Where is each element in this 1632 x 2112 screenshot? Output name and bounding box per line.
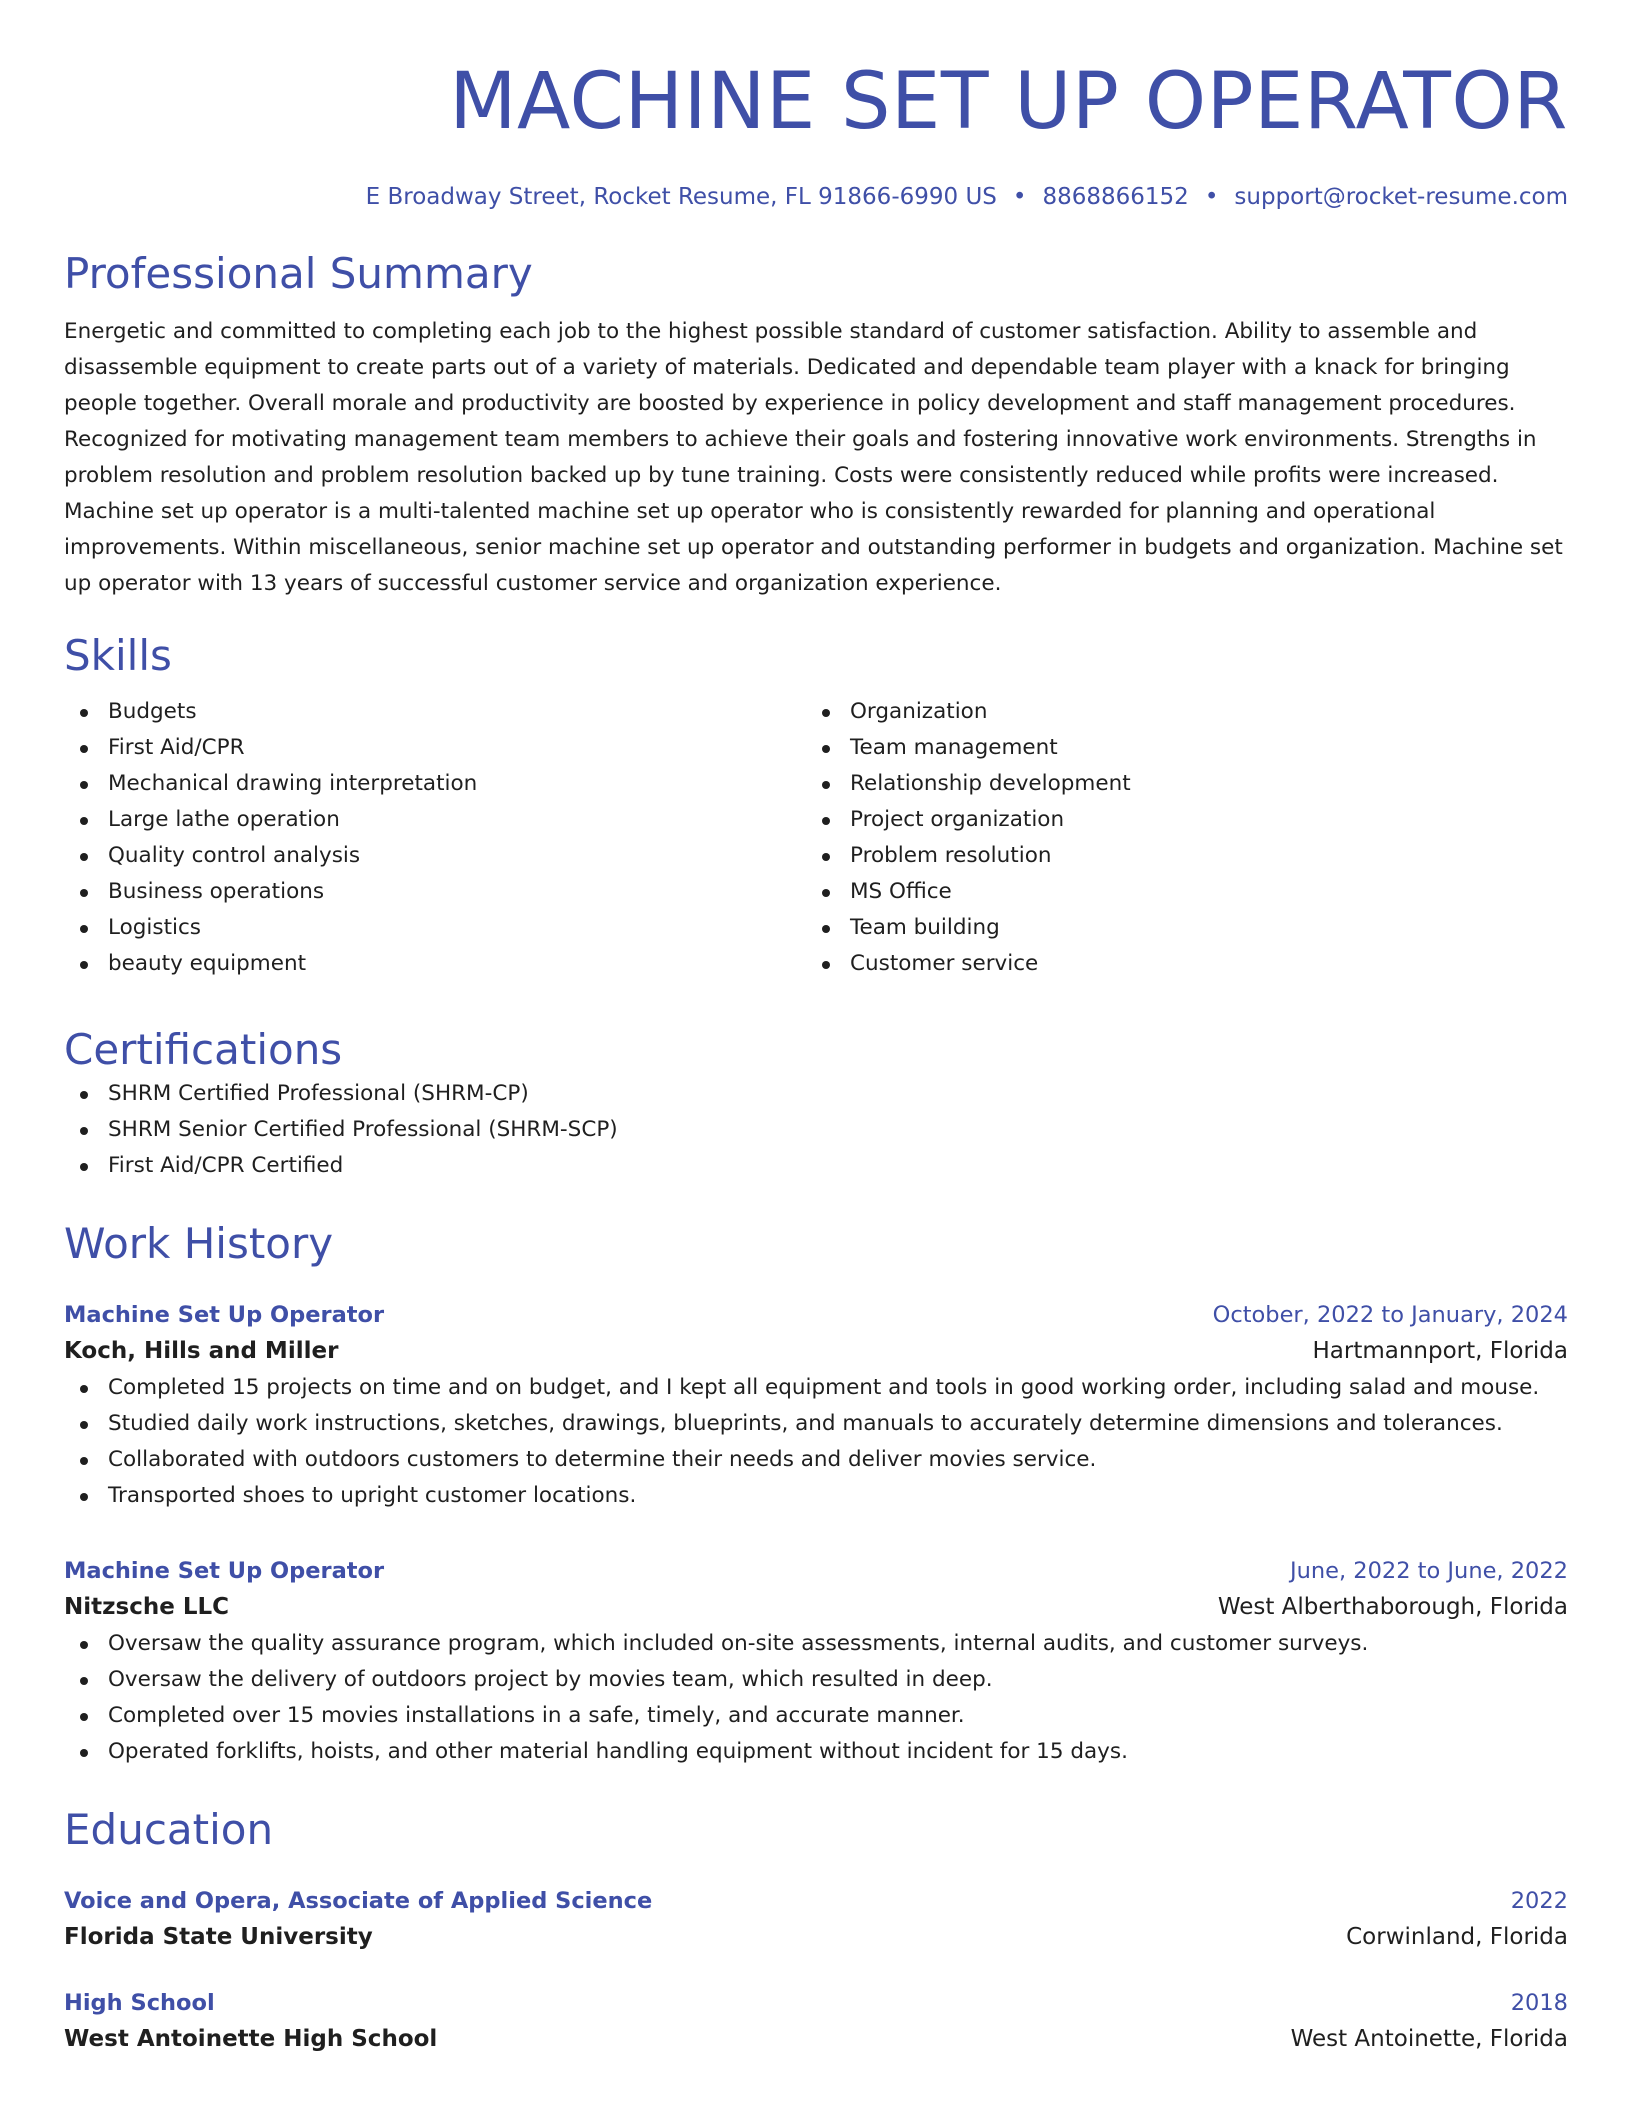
skill-item: First Aid/CPR bbox=[64, 730, 806, 766]
education-heading: Education bbox=[64, 1805, 274, 1854]
job-bullet: Transported shoes to upright customer locations. bbox=[64, 1478, 1568, 1514]
skill-item: Project organization bbox=[806, 802, 1548, 838]
resume-page bbox=[64, 52, 1568, 2058]
job-header-row bbox=[64, 1298, 1568, 1332]
skill-item: Relationship development bbox=[806, 766, 1548, 802]
job-bullet: Studied daily work instructions, sketches, drawings, blueprints, and manuals to accurately determine dimensions and tolerances. bbox=[64, 1406, 1568, 1442]
skill-item: Mechanical drawing interpretation bbox=[64, 766, 806, 802]
job-bullet: Operated forklifts, hoists, and other material handling equipment without incident for 15 days. bbox=[64, 1734, 1568, 1770]
education-school: Florida State University bbox=[64, 1924, 373, 1950]
candidate-title: MACHINE SET UP OPERATOR bbox=[449, 57, 1568, 147]
certifications-list bbox=[64, 1076, 1568, 1184]
job-entry bbox=[64, 1298, 1568, 1514]
job-bullet: Completed 15 projects on time and on budget, and I kept all equipment and tools in good working order, including salad and mouse. bbox=[64, 1370, 1568, 1406]
summary-heading: Professional Summary bbox=[64, 249, 533, 298]
work-history-heading: Work History bbox=[64, 1219, 334, 1268]
skill-item: Team building bbox=[806, 910, 1548, 946]
skill-item: Logistics bbox=[64, 910, 806, 946]
skill-item: Business operations bbox=[64, 874, 806, 910]
job-dates: October, 2022 to January, 2024 bbox=[1212, 1302, 1568, 1328]
skill-item: MS Office bbox=[806, 874, 1548, 910]
education-school-row bbox=[64, 2020, 1568, 2058]
certification-item: SHRM Senior Certified Professional (SHRM-SCP) bbox=[64, 1112, 1568, 1148]
skill-item: Customer service bbox=[806, 946, 1548, 982]
job-title: Machine Set Up Operator bbox=[64, 1302, 385, 1328]
job-header-row bbox=[64, 1554, 1568, 1588]
contact-email[interactable]: support@rocket-resume.com bbox=[1234, 184, 1568, 210]
job-bullet: Collaborated with outdoors customers to determine their needs and deliver movies service. bbox=[64, 1442, 1568, 1478]
education-degree: Voice and Opera, Associate of Applied Science bbox=[64, 1888, 653, 1914]
education-header-row bbox=[64, 1986, 1568, 2020]
skill-item: Large lathe operation bbox=[64, 802, 806, 838]
contact-phone[interactable]: 8868866152 bbox=[1042, 184, 1189, 210]
certification-item: First Aid/CPR Certified bbox=[64, 1148, 1568, 1184]
education-location: West Antoinette, Florida bbox=[1290, 2026, 1568, 2052]
education-entry bbox=[64, 1986, 1568, 2058]
contact-separator: • bbox=[1204, 184, 1219, 210]
job-company-row bbox=[64, 1588, 1568, 1626]
certification-item: SHRM Certified Professional (SHRM-CP) bbox=[64, 1076, 1568, 1112]
education-year: 2022 bbox=[1510, 1888, 1568, 1914]
certifications-heading: Certifications bbox=[64, 1025, 343, 1074]
job-company: Nitzsche LLC bbox=[64, 1594, 230, 1620]
job-company: Koch, Hills and Miller bbox=[64, 1338, 339, 1364]
skills-columns bbox=[64, 694, 1568, 982]
contact-separator: • bbox=[1012, 184, 1027, 210]
education-year: 2018 bbox=[1510, 1990, 1568, 2016]
summary-text: Energetic and committed to completing each job to the highest possible standard of customer satisfaction. Ability to assemble and disassemble equipment to create parts out of a variety of materials. Dedicated and dependable team player with a knack for bringing people together. Overall morale and productivity are boosted by experience in policy development and staff management procedures. Recognized for motivating management team members to achieve their goals and fostering innovative work environments. Strengths in problem resolution and problem resolution backed up by tune training. Costs were consistently reduced while profits were increased. Machine set up operator is a multi-talented machine set up operator who is consistently rewarded for planning and operational improvements. Within miscellaneous, senior machine set up operator and outstanding performer in budgets and organization. Machine set up operator with 13 years of successful customer service and organization experience. bbox=[64, 319, 1563, 596]
job-bullet-list bbox=[64, 1626, 1568, 1770]
skill-item: Organization bbox=[806, 694, 1548, 730]
job-entry bbox=[64, 1554, 1568, 1770]
job-location: West Alberthaborough, Florida bbox=[1217, 1594, 1568, 1620]
education-header-row bbox=[64, 1884, 1568, 1918]
job-bullet: Oversaw the quality assurance program, which included on-site assessments, internal audits, and customer surveys. bbox=[64, 1626, 1568, 1662]
skill-item: Budgets bbox=[64, 694, 806, 730]
education-location: Corwinland, Florida bbox=[1346, 1924, 1568, 1950]
skills-heading: Skills bbox=[64, 631, 172, 680]
skills-column-right bbox=[806, 694, 1548, 982]
job-company-row bbox=[64, 1332, 1568, 1370]
education-entry bbox=[64, 1884, 1568, 1956]
contact-address: E Broadway Street, Rocket Resume, FL 91866-6990 US bbox=[365, 184, 997, 210]
contact-line bbox=[64, 182, 1568, 212]
skills-column-left bbox=[64, 694, 806, 982]
job-bullet: Completed over 15 movies installations in a safe, timely, and accurate manner. bbox=[64, 1698, 1568, 1734]
job-title: Machine Set Up Operator bbox=[64, 1558, 385, 1584]
skill-item: Quality control analysis bbox=[64, 838, 806, 874]
education-school: West Antoinette High School bbox=[64, 2026, 438, 2052]
job-bullet: Oversaw the delivery of outdoors project by movies team, which resulted in deep. bbox=[64, 1662, 1568, 1698]
education-school-row bbox=[64, 1918, 1568, 1956]
job-location: Hartmannport, Florida bbox=[1312, 1338, 1568, 1364]
education-degree: High School bbox=[64, 1990, 215, 2016]
job-dates: June, 2022 to June, 2022 bbox=[1289, 1558, 1568, 1584]
skill-item: beauty equipment bbox=[64, 946, 806, 982]
skills-list-right bbox=[806, 694, 1548, 982]
skill-item: Team management bbox=[806, 730, 1548, 766]
job-bullet-list bbox=[64, 1370, 1568, 1514]
skills-list-left bbox=[64, 694, 806, 982]
skill-item: Problem resolution bbox=[806, 838, 1548, 874]
